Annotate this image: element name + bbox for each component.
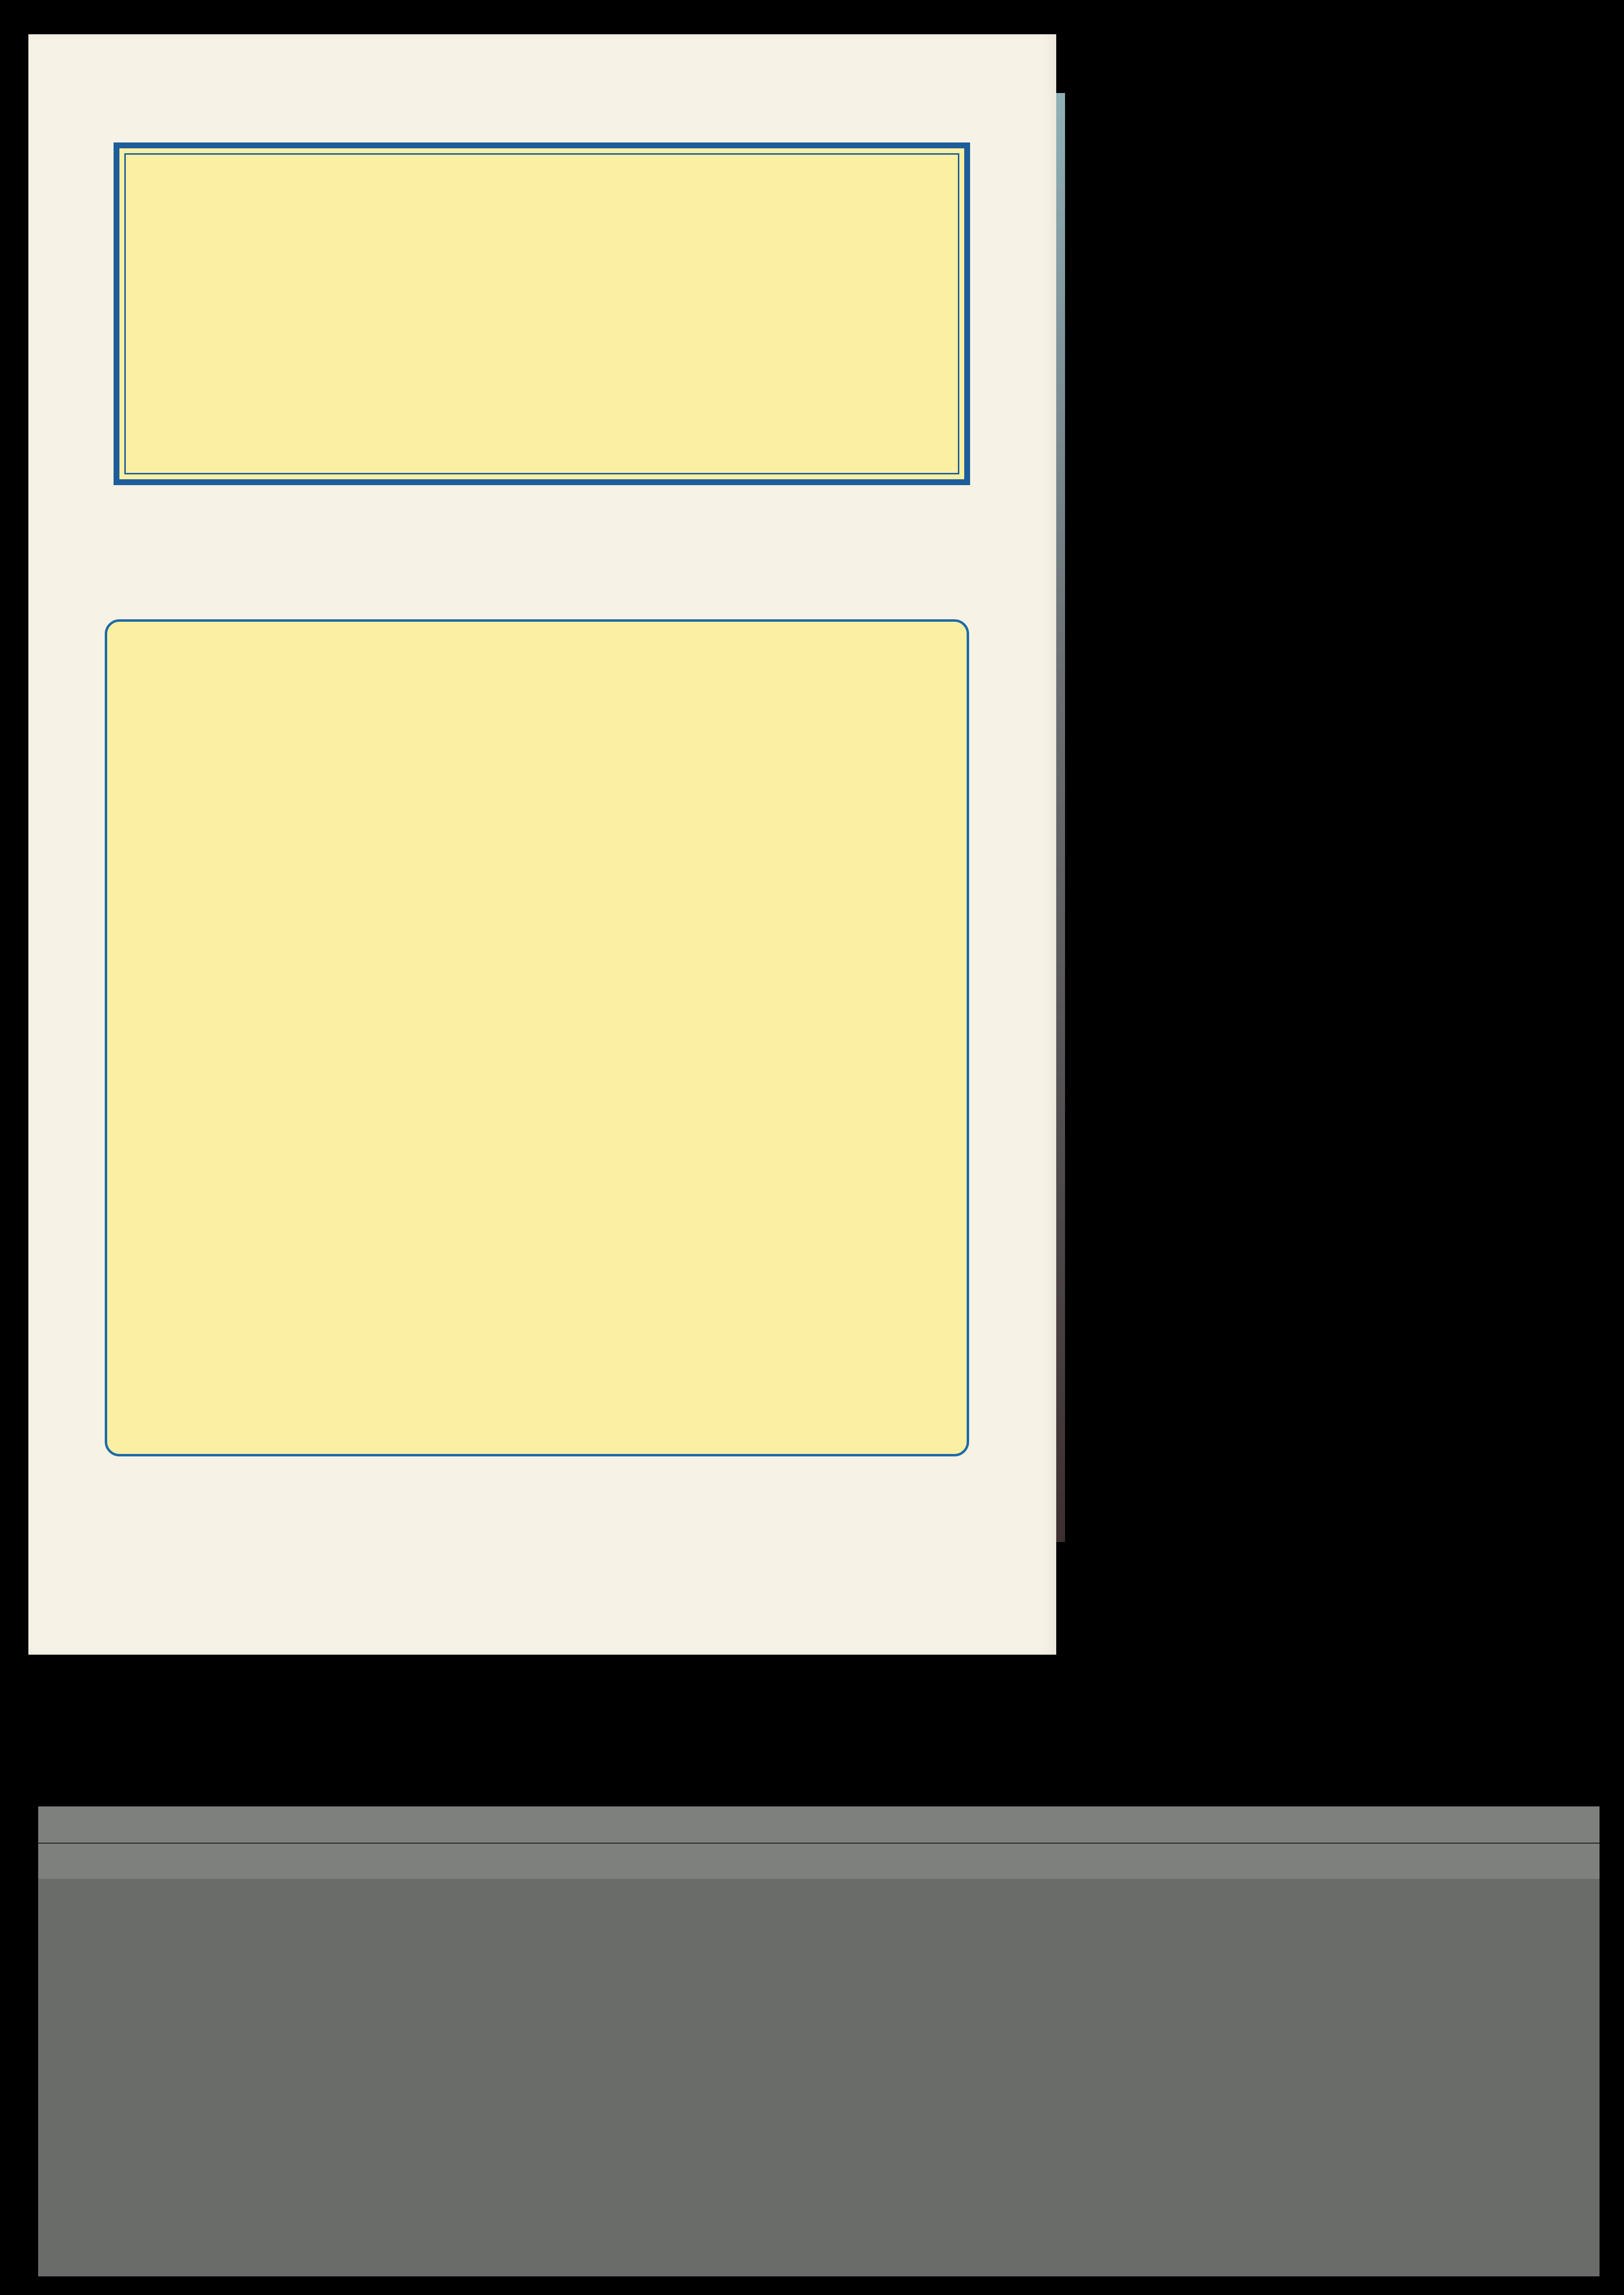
cm-scale — [38, 1843, 1600, 1879]
birds-box — [105, 619, 969, 1456]
color-control-card — [38, 1806, 1600, 2276]
constitution-box — [114, 142, 970, 485]
constitution-box-inner-border — [124, 153, 959, 474]
page-edge — [1056, 93, 1065, 1542]
inch-scale — [38, 1806, 1600, 1844]
ruler — [38, 1806, 1600, 1879]
